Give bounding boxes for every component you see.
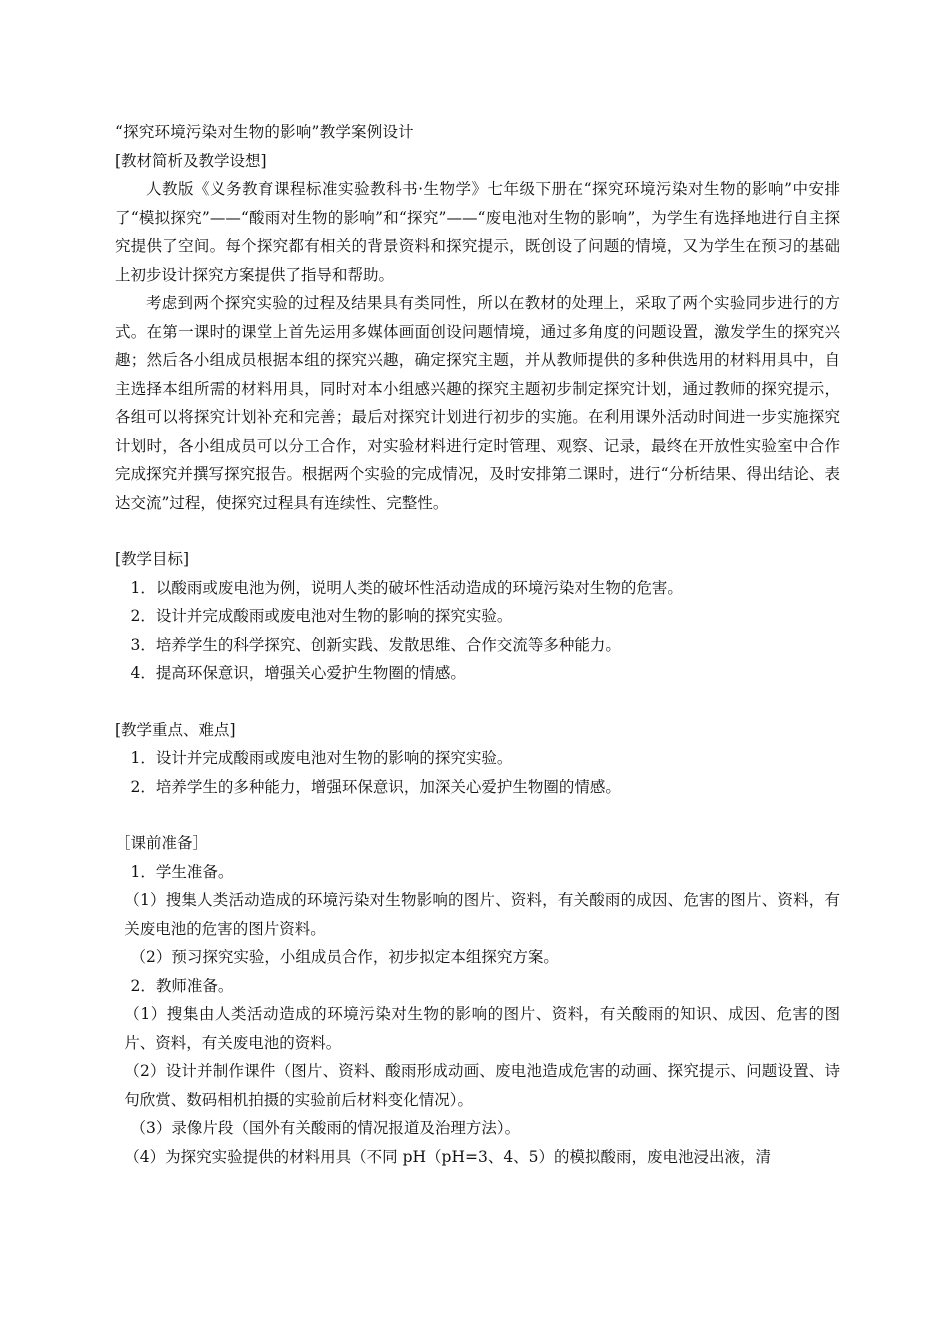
section-heading-analysis: [教材简析及教学设想] [115,151,267,170]
student-prep-title: 1．学生准备。 [130,862,234,881]
key-point-item: 1．设计并完成酸雨或废电池对生物的影响的探究实验。 [130,749,513,767]
teacher-prep-title: 2．教师准备。 [130,976,234,995]
document-title: “探究环境污染对生物的影响”教学案例设计 [115,123,414,141]
spacer [115,517,840,545]
key-point-item: 2．培养学生的多种能力，增强环保意识，加深关心爱护生物圈的情感。 [130,777,621,796]
objective-item: 2．设计并完成酸雨或废电池对生物的影响的探究实验。 [130,607,513,625]
student-prep-item: （2）预习探究实验，小组成员合作，初步拟定本组探究方案。 [130,948,559,966]
spacer [115,688,840,716]
section-heading-key-points: [教学重点、难点] [115,720,236,739]
teacher-prep-item: （4）为探究实验提供的材料用具（不同 pH（pH=3、4、5）的模拟酸雨，废电池浸出液，清 [124,1147,772,1166]
analysis-paragraph-1: 人教版《义务教育课程标准实验教科书·生物学》七年级下册在“探究环境污染对生物的影响”中安排了“模拟探究”——“酸雨对生物的影响”和“探究”——“废电池对生物的影响”，为学生有选择地进行自主探究提供了空间。每个探究都有相关的背景资料和探究提示，既创设了问题的情境，又为学生在预习的基础上初步设计探究方案提供了指导和帮助。 [115,180,840,284]
section-heading-preparation: ［课前准备］ [115,834,209,852]
student-prep-item: （1）搜集人类活动造成的环境污染对生物影响的图片、资料，有关酸雨的成因、危害的图片、资料，有关废电池的危害的图片资料。 [124,891,840,938]
teacher-prep-item: （1）搜集由人类活动造成的环境污染对生物的影响的图片、资料，有关酸雨的知识、成因、危害的图片、资料，有关废电池的资料。 [124,1005,840,1052]
section-heading-objectives: [教学目标] [115,550,190,568]
objective-item: 1．以酸雨或废电池为例，说明人类的破坏性活动造成的环境污染对生物的危害。 [130,578,683,597]
teacher-prep-item: （2）设计并制作课件（图片、资料、酸雨形成动画、废电池造成危害的动画、探究提示、问题设置、诗句欣赏、数码相机拍摄的实验前后材料变化情况）。 [124,1062,840,1109]
analysis-paragraph-2: 考虑到两个探究实验的过程及结果具有类同性，所以在教材的处理上，采取了两个实验同步进行的方式。在第一课时的课堂上首先运用多媒体画面创设问题情境，通过多角度的问题设置，激发学生的探究兴趣；然后各小组成员根据本组的探究兴趣，确定探究主题，并从教师提供的多种供选用的材料用具中，自主选择本组所需的材料用具，同时对本小组感兴趣的探究主题初步制定探究计划，通过教师的探究提示，各组可以将探究计划补充和完善；最后对探究计划进行初步的实施。在利用课外活动时间进一步实施探究计划时，各小组成员可以分工合作，对实验材料进行定时管理、观察、记录，最终在开放性实验室中合作完成探究并撰写探究报告。根据两个实验的完成情况，及时安排第二课时，进行“分析结果、得出结论、表达交流”过程，使探究过程具有连续性、完整性。 [115,294,840,512]
objective-item: 3．培养学生的科学探究、创新实践、发散思维、合作交流等多种能力。 [130,635,621,654]
teacher-prep-item: （3）录像片段（国外有关酸雨的情况报道及治理方法）。 [130,1119,521,1137]
spacer [115,801,840,829]
objective-item: 4．提高环保意识，增强关心爱护生物圈的情感。 [130,664,466,682]
document-page [115,118,840,1171]
